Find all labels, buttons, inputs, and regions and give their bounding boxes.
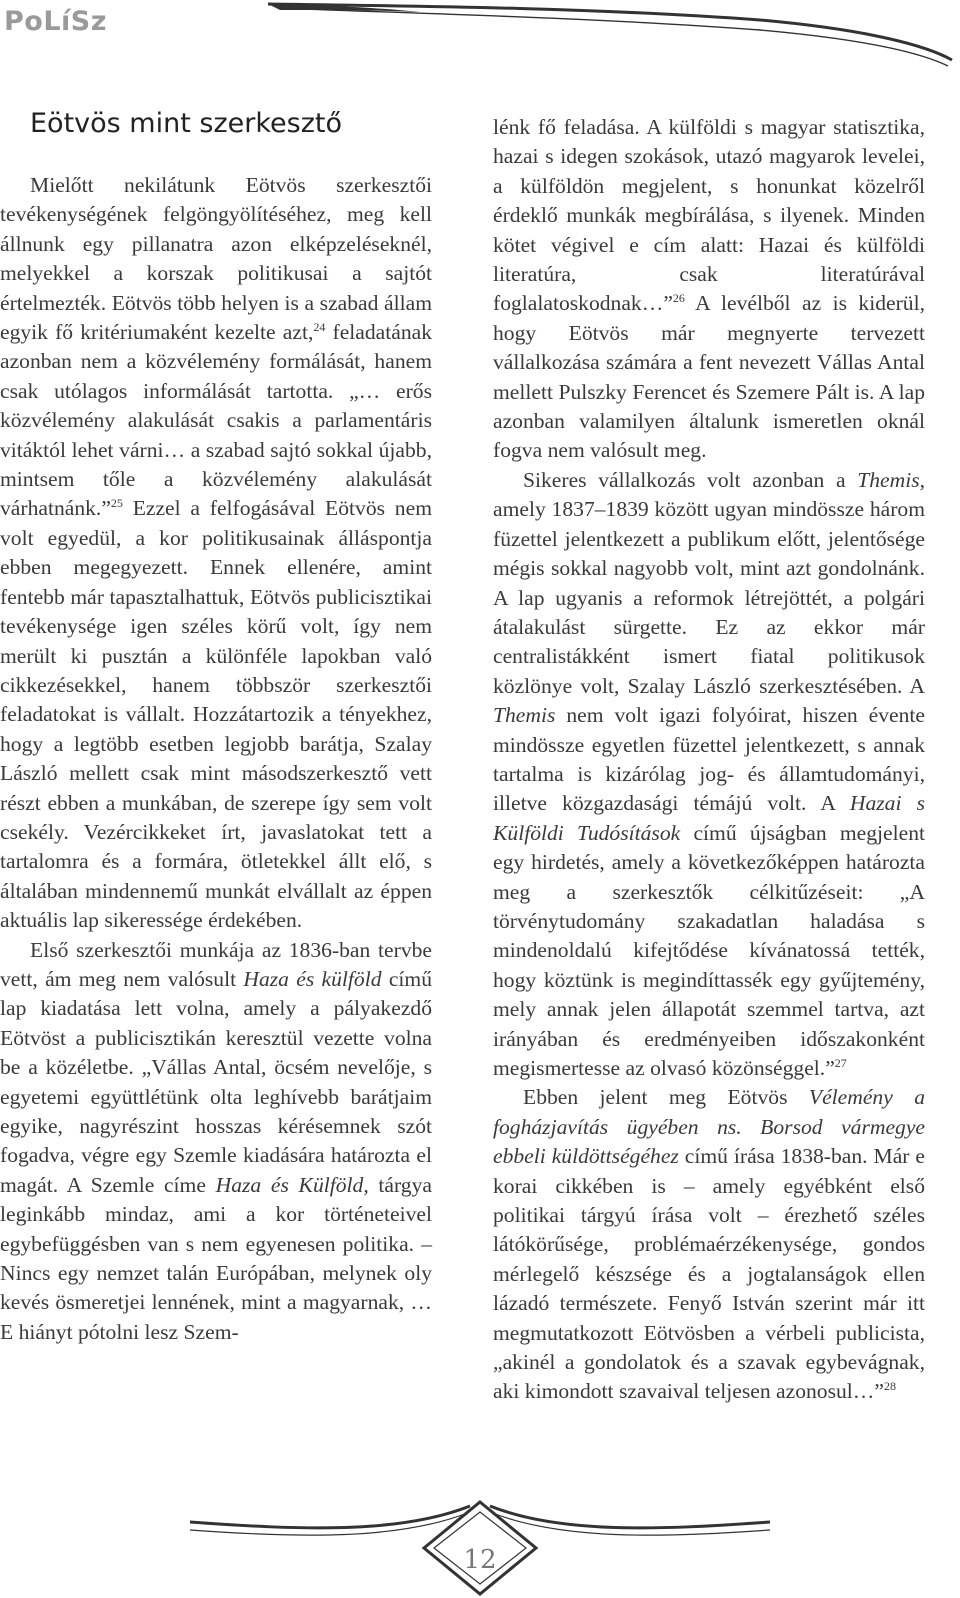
journal-title: PoLíSz: [4, 6, 107, 37]
text-run: , tárgya leginkább mindaz, ami a kor történeteivel egybefüggésben van s nem egyenesen politika. – Nincs egy nemzet talán Európában, melynek oly kevés ösmeretjei lennének, mint a magyarnak, … E hiányt pótolni lesz Szem-: [0, 1172, 432, 1344]
text-run: , amely 1837–1839 között ugyan mindössze három füzettel jelentkezett a publikum előtt, jelentősége mégis sokkal nagyobb volt, mint azt gondolnánk. A lap ugyanis a reformok létrejöttét, a polgári átalakulást sürgette. Ez az ekkor már centralistákként ismert fiatal politikusok közlönye volt, Szalay László szerkesztésében. A: [493, 467, 925, 698]
italic-title: Hazai s Külföldi Tudósítások: [493, 791, 925, 845]
text-run: Mielőtt nekilátunk Eötvös szerkesztői tevékenységének felgöngyölítéséhez, meg kell állnunk egy pillanatra azon elképzeléseknél, melyekkel a korszak politikusai a sajtót értelmezték. Eötvös több helyen is a szabad állam egyik fő kritériumaként kezelte azt,: [0, 173, 432, 345]
italic-title: Themis: [857, 467, 920, 492]
italic-title: Haza és külföld: [243, 966, 382, 991]
text-run: című újságban megjelent egy hirdetés, amely a következőképpen határozta meg a szerkesztők célkitűzéseit: „A törvénytudomány szakadatlan haladása s mindenoldalú kifejtődése kívánatossá tették, hogy köztünk is megindíttassék egy gyűjtemény, mely annak jelen állapotát szemmel tartva, azt irányában és eredményeiben időszakonként megismertesse az olvasó közönséggel.”: [493, 820, 925, 1080]
text-run: című írása 1838-ban. Már e korai cikkében is – amely egyébként első politikai tárgyú írása volt – érezhető széles látókörűsége, problémaérzékenysége, gondos mérlegelő készsége és a jogtalanságok ellen lázadó természete. Fenyő István szerint már itt megmutatkozott Eötvösben a vérbeli publicista, „akinél a gondolatok és a szavak egybevágnak, aki kimondott szavaival teljesen azonosul…”: [493, 1144, 925, 1404]
right-column: [493, 113, 925, 1407]
text-run: Ebben jelent meg Eötvös: [523, 1085, 809, 1110]
header-swoosh-ornament: [0, 0, 960, 70]
text-run: című lap kiadatása lett volna, amely a pályakezdő Eötvöst a publicisztikán keresztül vezette volna be a közéletbe. „Vállas Antal, öcsém nevelője, s egyetemi együttlétünk olta leghívebb barátjaim egyike, nagyrészint hosszas kérésemnek szót fogadva, végre egy Szemle kiadására határozta el magát. A Szemle címe: [0, 966, 433, 1197]
footnote-ref: 24: [313, 319, 326, 334]
left-column: [0, 171, 432, 1347]
paragraph: [0, 171, 432, 936]
footnote-ref: 25: [110, 496, 123, 511]
text-run: nem volt igazi folyóirat, hiszen évente mindössze egyetlen füzettel jelentkezett, s annak tartalma is kizárólag jog- és államtudományi, illetve közgazdasági témájú volt. A: [493, 703, 925, 816]
italic-title: Haza és Külföld: [215, 1172, 364, 1197]
paragraph: [493, 1083, 925, 1406]
italic-title: Themis: [493, 703, 556, 728]
italic-title: Vélemény a fogházjavítás ügyében ns. Borsod vármegye ebbeli küldöttségéhez: [493, 1085, 925, 1169]
text-run: feladatának azonban nem a közvélemény formálását, hanem csak utólagos informálását tartotta. „… erős közvélemény alakulását csakis a parlamentáris vitáktól lehet várni… a szabad sajtó sokkal újabb, mintsem tőle a közvélemény alakulását várhatnánk.”: [0, 320, 433, 521]
page-number: 12: [463, 1545, 497, 1575]
paragraph: [0, 936, 432, 1348]
text-run: Első szerkesztői munkája az 1836-ban tervbe vett, ám meg nem valósult: [0, 937, 432, 991]
footnote-ref: 26: [672, 291, 685, 306]
footnote-ref: 28: [883, 1379, 896, 1394]
text-run: lénk fő feladása. A külföldi s magyar statisztika, hazai s idegen szokások, utazó magyarok levelei, a külföldön megjelent, s honunkat közelről érdeklő munkák megbírálása, s ilyenek. Minden kötet végivel e cím alatt: Hazai és külföldi literatúra, csak literatúrával foglalatoskodnak…”: [493, 115, 925, 316]
paragraph: [493, 113, 925, 466]
footnote-ref: 27: [834, 1055, 847, 1070]
text-run: Ezzel a felfogásával Eötvös nem volt egyedül, a kor politikusainak álláspontja ebben megegyezett. Ennek ellenére, amint fentebb már tapasztalhattuk, Eötvös publicisztikai tevékenysége igen széles körű volt, így nem merült ki pusztán a különféle lapokban való cikkezésekkel, hanem többször szerkesztői feladatokat is vállalt. Hozzátartozik a tényekhez, hogy a legtöbb esetben legjobb barátja, Szalay László mellett csak mint másodszerkesztő vett részt ebben a munkában, de szerepe így sem volt csekély. Vezércikkeket írt, javaslatokat tett a tartalomra és a formára, ötletekkel állt elő, s általában mindennemű munkát elvállalt az éppen aktuális lap sikeressége érdekében.: [0, 496, 432, 933]
paragraph: [493, 466, 925, 1084]
text-run: Sikeres vállalkozás volt azonban a: [523, 467, 858, 492]
section-heading: Eötvös mint szerkesztő: [30, 108, 342, 139]
text-run: A levélből az is kiderül, hogy Eötvös már megnyerte tervezett vállalkozása számára a fent nevezett Vállas Antal mellett Pulszky Ferencet és Szemere Pált is. A lap azonban valamilyen általunk ismeretlen oknál fogva nem valósult meg.: [493, 291, 925, 463]
